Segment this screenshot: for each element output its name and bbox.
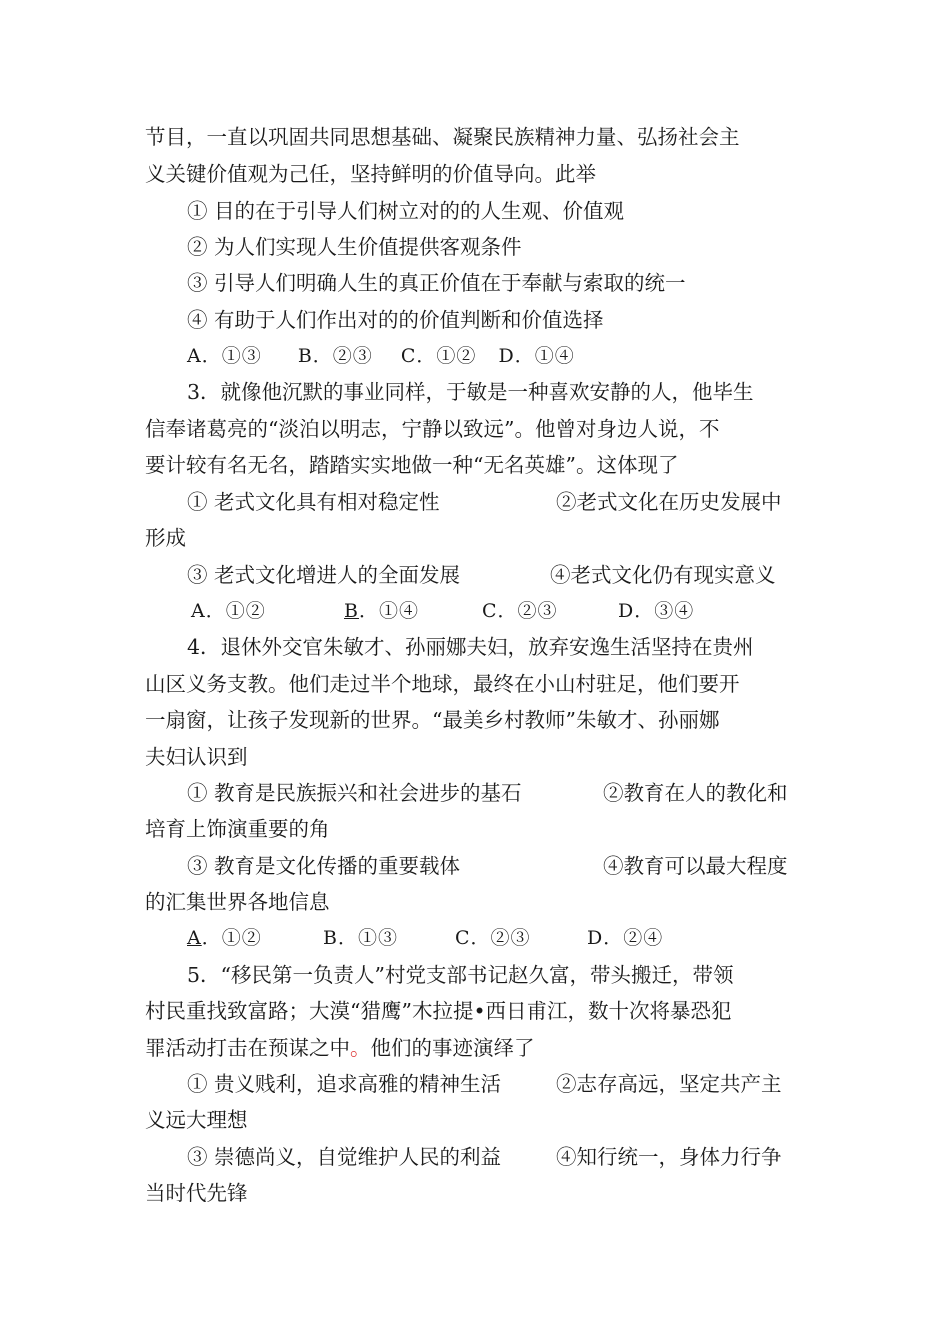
q3-answer-a: A．①② — [191, 600, 266, 622]
q4-option-4-cont: 的汇集世界各地信息 — [145, 890, 330, 914]
q4-answer-a-text: ．①② — [201, 927, 262, 949]
q4-stem-line-1: 4．退休外交官朱敏才、孙丽娜夫妇，放弃安逸生活坚持在贵州 — [187, 635, 754, 659]
q4-answer-b: B．①③ — [323, 927, 398, 949]
q5-stem-line-3-b: 他们的事迹演绎了 — [370, 1036, 535, 1060]
q4-answer-a — [187, 925, 262, 951]
q4-answer-c: C．②③ — [455, 927, 531, 949]
q2-answer-c: C．①② — [400, 345, 477, 367]
q3-stem-line-3: 要计较有名无名，踏踏实实地做一种“无名英雄”。这体现了 — [145, 453, 679, 477]
q2-answer-a: A．①③ — [187, 345, 262, 367]
q5-stem-line-1: 5．“移民第一负责人”村党支部书记赵久富，带头搬迁，带领 — [187, 963, 734, 987]
q5-stem-line-3-a: 罪活动打击在预谋之中 — [145, 1036, 350, 1060]
q3-answer-b-letter: B — [344, 600, 359, 622]
q5-option-1: ① 贵义贱利，追求高雅的精神生活 — [187, 1072, 502, 1096]
q5-option-4-cont: 当时代先锋 — [145, 1181, 248, 1205]
q3-answer-d: D．③④ — [618, 600, 695, 622]
q4-stem-line-3: 一扇窗，让孩子发现新的世界。“最美乡村教师”朱敏才、孙丽娜 — [145, 708, 720, 732]
q4-option-1: ① 教育是民族振兴和社会进步的基石 — [187, 781, 522, 805]
q2-option-2: ② 为人们实现人生价值提供客观条件 — [187, 235, 522, 259]
q2-stem-line-1: 节目，一直以巩固共同思想基础、凝聚民族精神力量、弘扬社会主 — [145, 125, 740, 149]
q4-answer-a-letter: A — [187, 927, 202, 949]
q2-answer-d: D．①④ — [498, 345, 575, 367]
q3-answer-b-text: ．①④ — [358, 600, 419, 622]
q5-stem-line-2: 村民重找致富路；大漠“猎鹰”木拉提•西日甫江，数十次将暴恐犯 — [145, 999, 732, 1023]
q5-option-2: ②志存高远，坚定共产主 — [556, 1072, 782, 1096]
q3-stem-line-2: 信奉诸葛亮的“淡泊以明志，宁静以致远”。他曾对身边人说，不 — [145, 417, 720, 441]
q3-stem-line-1: 3．就像他沉默的事业同样，于敏是一种喜欢安静的人，他毕生 — [187, 380, 754, 404]
q2-option-1: ① 目的在于引导人们树立对的的人生观、价值观 — [187, 199, 625, 223]
q3-option-3: ③ 老式文化增进人的全面发展 — [187, 563, 461, 587]
q3-option-4: ④老式文化仍有现实意义 — [550, 563, 776, 587]
q3-option-2: ②老式文化在历史发展中 — [556, 490, 782, 514]
q3-option-1: ① 老式文化具有相对稳定性 — [187, 490, 440, 514]
q4-option-2: ②教育在人的教化和 — [603, 781, 788, 805]
q2-answer-b: B．②③ — [297, 345, 373, 367]
q5-option-3: ③ 崇德尚义，自觉维护人民的利益 — [187, 1145, 502, 1169]
q4-option-4: ④教育可以最大程度 — [603, 854, 788, 878]
q3-answer-b — [344, 598, 419, 624]
q4-answer-d: D．②④ — [587, 927, 664, 949]
q5-stem-line-3 — [145, 1035, 535, 1061]
q5-stem-mark: 。 — [350, 1036, 371, 1060]
q5-option-4: ④知行统一，身体力行争 — [556, 1145, 782, 1169]
q4-option-2-cont: 培育上饰演重要的角 — [145, 817, 330, 841]
q5-option-2-cont: 义远大理想 — [145, 1108, 248, 1132]
q3-answer-c: C．②③ — [482, 600, 558, 622]
q4-stem-line-2: 山区义务支教。他们走过半个地球，最终在小山村驻足，他们要开 — [145, 672, 740, 696]
q2-option-4: ④ 有助于人们作出对的的价值判断和价值选择 — [187, 308, 604, 332]
q4-stem-line-4: 夫妇认识到 — [145, 745, 248, 769]
q2-answer-choices — [187, 343, 575, 369]
q2-option-3: ③ 引导人们明确人生的真正价值在于奉献与索取的统一 — [187, 271, 686, 295]
q4-option-3: ③ 教育是文化传播的重要载体 — [187, 854, 461, 878]
q2-stem-line-2: 义关键价值观为己任，坚持鲜明的价值导向。此举 — [145, 162, 596, 186]
q3-option-2-cont: 形成 — [145, 526, 186, 550]
